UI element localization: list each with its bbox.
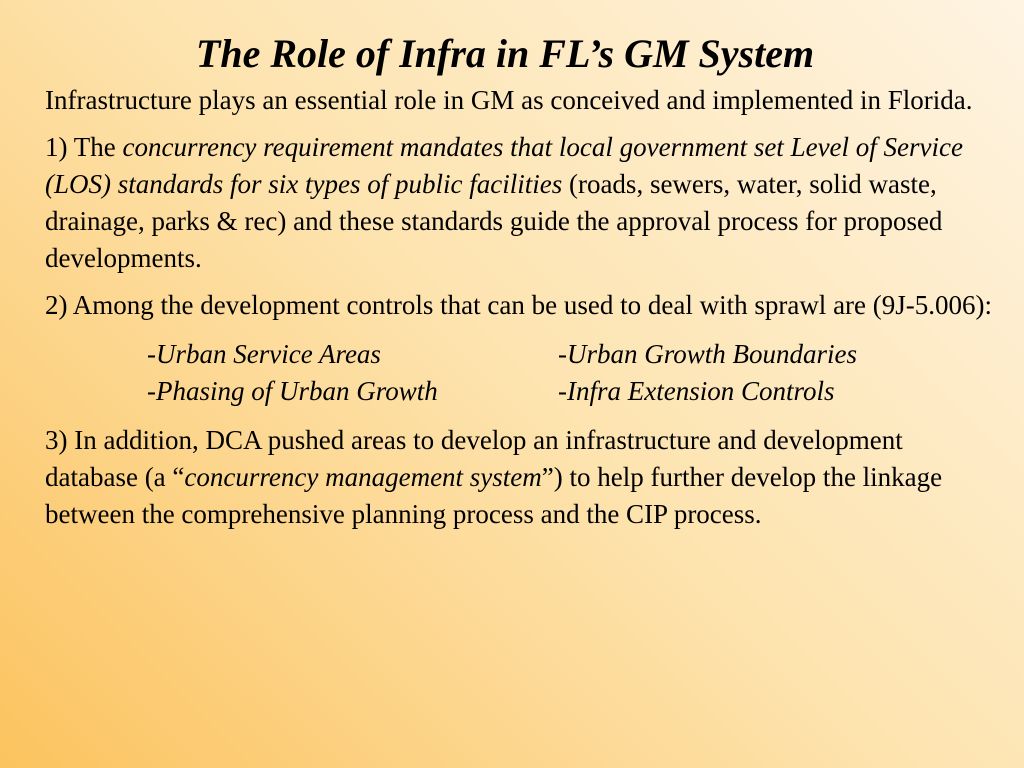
point-3-suffix: ”) to help further develop the linkage between the comprehensive planning process and the CIP process.	[45, 462, 943, 529]
slide-title: The Role of Infra in FL’s GM System	[195, 31, 815, 76]
intro-paragraph: Infrastructure plays an essential role in GM as conceived and implemented in Florida.	[45, 85, 973, 115]
point-1-paragraph	[45, 129, 995, 277]
control-infra-extension-controls: -Infra Extension Controls	[558, 376, 835, 406]
point-3-paragraph	[45, 422, 995, 533]
point-3-emphasis: concurrency management system	[184, 462, 542, 492]
development-controls-list	[147, 336, 995, 410]
control-urban-growth-boundaries: -Urban Growth Boundaries	[558, 339, 858, 369]
point-2-paragraph: 2) Among the development controls that can be used to deal with sprawl are (9J-5.006):	[45, 290, 993, 320]
point-3-prefix: 3) In addition, DCA pushed areas to develop an infrastructure and development database (a “	[45, 425, 903, 492]
control-phasing-of-urban-growth: -Phasing of Urban Growth	[147, 376, 438, 406]
point-1-emphasis: concurrency requirement mandates that local government set Level of Service (LOS) standards for six types of public facilities	[45, 132, 963, 199]
slide-body	[45, 82, 995, 533]
control-urban-service-areas: -Urban Service Areas	[147, 339, 381, 369]
point-1-suffix: (roads, sewers, water, solid waste, drainage, parks & rec) and these standards guide the approval process for proposed developments.	[45, 169, 943, 273]
point-1-prefix: 1) The	[45, 132, 123, 162]
